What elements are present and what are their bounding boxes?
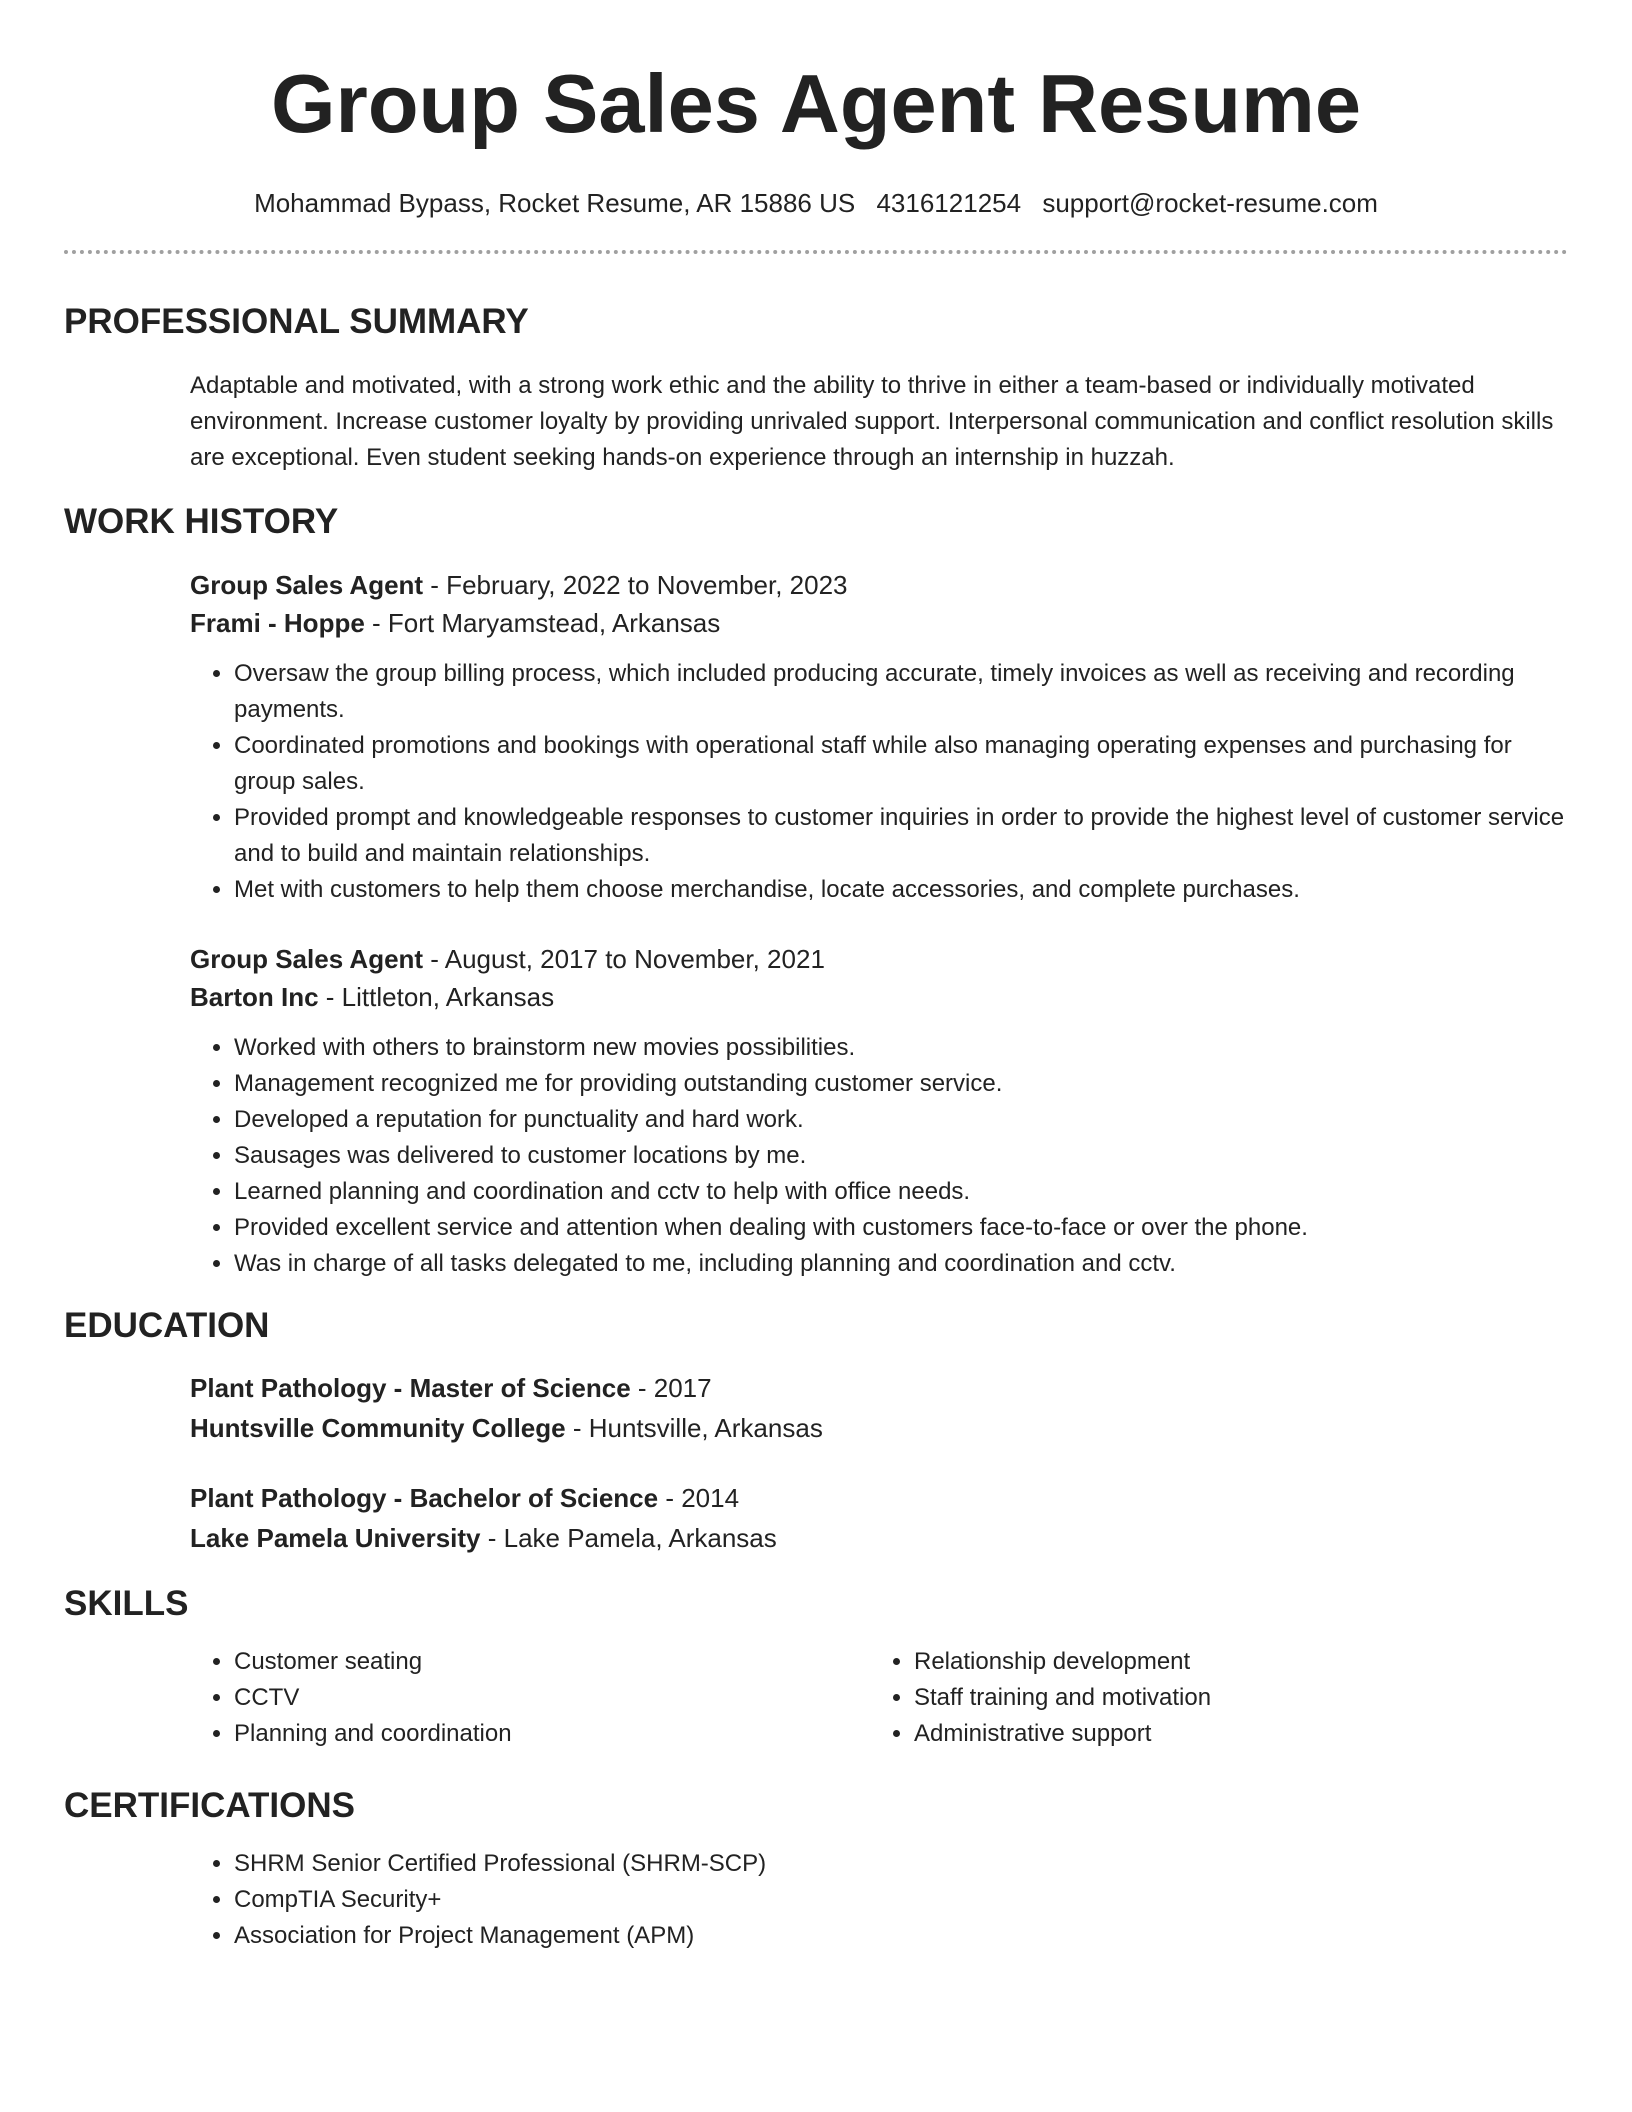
education-school-line (190, 1408, 1568, 1448)
skill-item: • Planning and coordination (234, 1716, 870, 1752)
contact-phone: 4316121254 (876, 188, 1022, 218)
job-title: Group Sales Agent (190, 944, 424, 974)
education-degree: Plant Pathology - Master of Science (190, 1373, 631, 1403)
education-degree-line (190, 1478, 1568, 1518)
job-duty: • Worked with others to brainstorm new movies possibilities. (234, 1030, 1568, 1066)
job-dates: - February, 2022 to November, 2023 (423, 570, 848, 600)
contact-address: Mohammad Bypass, Rocket Resume, AR 15886 US (254, 188, 856, 218)
skill-item: • Relationship development (914, 1644, 1550, 1680)
skills-column-right (870, 1644, 1550, 1752)
job-duty: • Learned planning and coordination and cctv to help with office needs. (234, 1174, 1568, 1210)
job-duty: • Met with customers to help them choose merchandise, locate accessories, and complete purchases. (234, 872, 1568, 908)
job-location: - Fort Maryamstead, Arkansas (364, 608, 721, 638)
education-year: - 2014 (658, 1483, 740, 1513)
job-company: Frami - Hoppe (190, 608, 365, 638)
contact-email: support@rocket-resume.com (1042, 188, 1378, 218)
education-location: - Lake Pamela, Arkansas (480, 1523, 777, 1553)
skill-item: • Customer seating (234, 1644, 870, 1680)
job-duties-list (190, 1030, 1568, 1282)
job-duty: • Was in charge of all tasks delegated to me, including planning and coordination and cctv. (234, 1246, 1568, 1282)
job-company-line (190, 978, 1568, 1016)
certifications-list (190, 1846, 1568, 1954)
education-year: - 2017 (630, 1373, 712, 1403)
job-duty: • Sausages was delivered to customer locations by me. (234, 1138, 1568, 1174)
resume-page (64, 0, 1568, 1954)
education-degree-line (190, 1368, 1568, 1408)
job-duty: • Provided excellent service and attention when dealing with customers face-to-face or over the phone. (234, 1210, 1568, 1246)
header-divider (64, 250, 1568, 254)
job-title-line (190, 940, 1568, 978)
job-duty: • Management recognized me for providing outstanding customer service. (234, 1066, 1568, 1102)
certifications-block (190, 1846, 1568, 1954)
job-entry (190, 940, 1568, 1282)
certifications-heading: CERTIFICATIONS (64, 1786, 356, 1825)
job-duty: • Developed a reputation for punctuality and hard work. (234, 1102, 1568, 1138)
certification-item: • CompTIA Security+ (234, 1882, 1568, 1918)
summary-text: Adaptable and motivated, with a strong work ethic and the ability to thrive in either a team-based or individually motivated environment. Increase customer loyalty by providing unrivaled support. Interpersonal communication and conflict resolution skills are exceptional. Even student seeking hands-on experience through an internship in huzzah. (190, 372, 1554, 471)
education-school: Lake Pamela University (190, 1523, 481, 1553)
contact-line (64, 186, 1568, 220)
job-duty: • Oversaw the group billing process, which included producing accurate, timely invoices as well as receiving and recording payments. (234, 656, 1568, 728)
skill-item: • CCTV (234, 1680, 870, 1716)
certification-item: • SHRM Senior Certified Professional (SHRM-SCP) (234, 1846, 1568, 1882)
job-duties-list (190, 656, 1568, 908)
education-school: Huntsville Community College (190, 1413, 566, 1443)
job-dates: - August, 2017 to November, 2021 (423, 944, 825, 974)
skill-item: • Administrative support (914, 1716, 1550, 1752)
job-title-line (190, 566, 1568, 604)
skill-item: • Staff training and motivation (914, 1680, 1550, 1716)
skills-column-left (190, 1644, 870, 1752)
job-duty: • Provided prompt and knowledgeable responses to customer inquiries in order to provide the highest level of customer service and to build and maintain relationships. (234, 800, 1568, 872)
education-location: - Huntsville, Arkansas (565, 1413, 823, 1443)
certification-item: • Association for Project Management (APM) (234, 1918, 1568, 1954)
skills-list (870, 1644, 1550, 1752)
skills-grid (190, 1644, 1568, 1752)
job-entry (190, 566, 1568, 908)
job-title: Group Sales Agent (190, 570, 424, 600)
resume-title: Group Sales Agent Resume (270, 57, 1362, 150)
summary-heading: PROFESSIONAL SUMMARY (64, 302, 529, 341)
education-entry (190, 1478, 1568, 1558)
skills-heading: SKILLS (64, 1584, 189, 1623)
skills-list (190, 1644, 870, 1752)
work-history-heading: WORK HISTORY (64, 502, 339, 541)
education-entry (190, 1368, 1568, 1448)
job-company-line (190, 604, 1568, 642)
job-location: - Littleton, Arkansas (318, 982, 555, 1012)
education-degree: Plant Pathology - Bachelor of Science (190, 1483, 659, 1513)
job-company: Barton Inc (190, 982, 319, 1012)
education-heading: EDUCATION (64, 1306, 270, 1345)
job-duty: • Coordinated promotions and bookings with operational staff while also managing operating expenses and purchasing for group sales. (234, 728, 1568, 800)
education-school-line (190, 1518, 1568, 1558)
